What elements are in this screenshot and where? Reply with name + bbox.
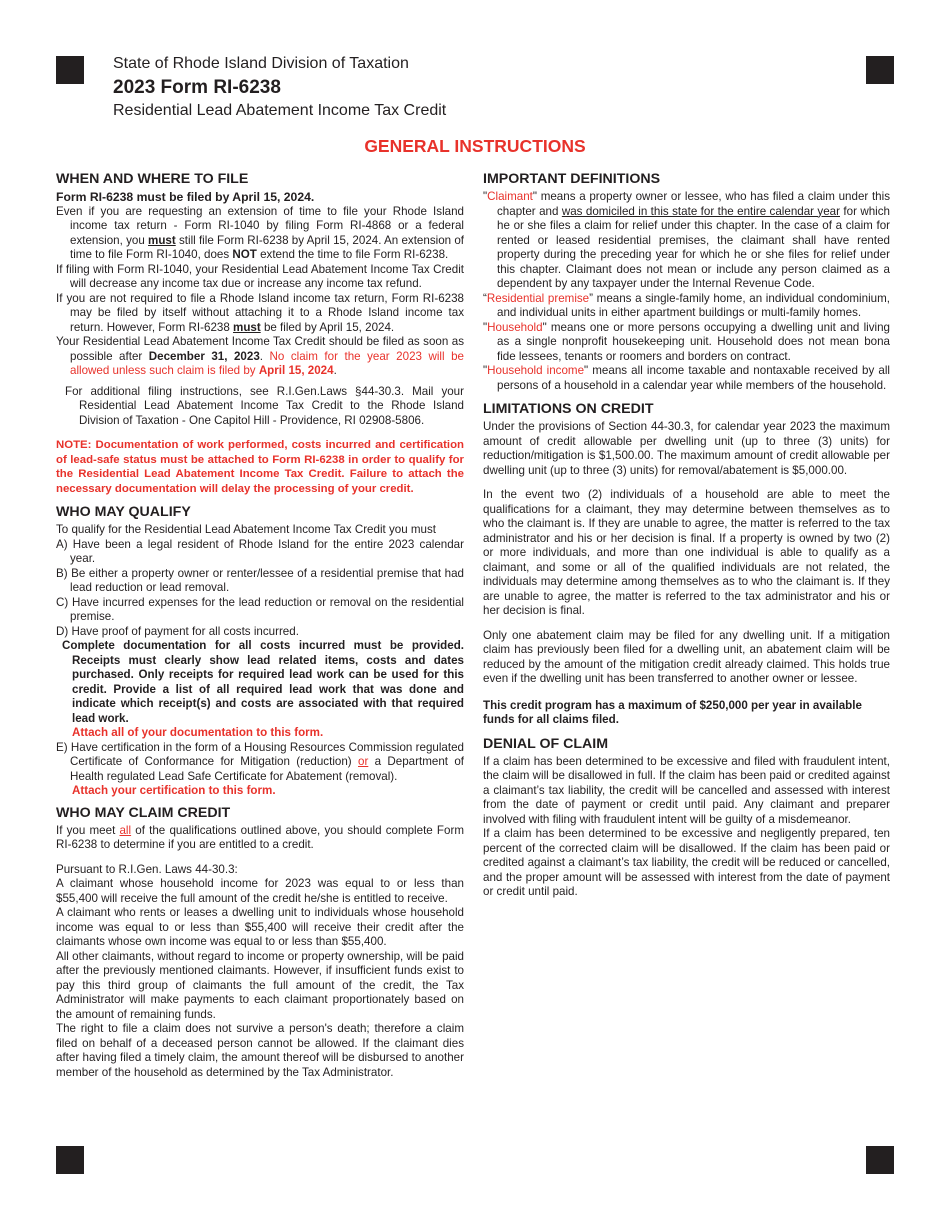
limitations-section xyxy=(483,401,890,728)
qualify-item-c: C) Have incurred expenses for the lead reduction or removal on the residential premise. xyxy=(56,595,464,623)
claim-intro: If you meet all of the qualifications outlined above, you should complete Form RI-6238 to determine if you are entitled to a credit. xyxy=(56,823,464,851)
qualify-item-a: A) Have been a legal resident of Rhode Island for the entire 2023 calendar year. xyxy=(56,537,464,565)
section-heading-who-claim: WHO MAY CLAIM CREDIT xyxy=(56,804,231,821)
section-heading-denial: DENIAL OF CLAIM xyxy=(483,735,609,752)
denial-paragraph-2: If a claim has been determined to be excessive and negligently prepared, ten percent of the corrected claim will be disallowed. If the claim has been paid or credited against a claimant’s tax liability, the credit will be reduced or cancelled, and the proper amount will be assessed with interest from the date of payment or credit until paid. xyxy=(483,827,890,898)
claim-paragraph-3: All other claimants, without regard to income or property ownership, will be paid after the previously mentioned claimants. However, if insufficient funds exist to pay this third group of claimants the full amount of the credit, the Tax Administrator will make payments to each claimant proportionately based on the amount of remaining funds. xyxy=(56,949,464,1021)
definition-household-income: "Household income" means all income taxable and nontaxable received by all persons of a household in a calendar year while members of the household. xyxy=(483,364,891,392)
limitations-paragraph-3: Only one abatement claim may be filed for any dwelling unit. If a mitigation claim has previously been filed for a dwelling unit, an abatement claim will be reduced by the amount of the mitigation credit already claimed. This holds true even if the dwelling unit has been transferred to another owner or lessee. xyxy=(483,628,890,685)
who-claim-section xyxy=(56,805,464,1081)
qualify-item-d: D) Have proof of payment for all costs incurred. xyxy=(56,624,299,638)
form-subtitle: Residential Lead Abatement Income Tax Credit xyxy=(113,102,447,119)
left-column xyxy=(56,171,464,1080)
qualify-item-e: E) Have certification in the form of a Housing Resources Commission regulated Certificate of Conformance for Mitigation (reduction) or a Department of Health regulated Lead Safe Certificate for Abatement (removal). xyxy=(56,740,464,783)
when-where-section xyxy=(56,171,464,496)
mailing-paragraph: For additional filing instructions, see R.I.Gen.Laws §44-30.3. Mail your Residential Lead Abatement Income Tax Credit to the Rhode Island Division of Taxation - One Capitol Hill - Providence, RI 02908-5806. xyxy=(65,384,464,427)
limitations-paragraph-1: Under the provisions of Section 44-30.3, for calendar year 2023 the maximum amount of credit allowable per dwelling unit (up to three (3) units) for reduction/mitigation is $1,500.00. The maximum amount of credit allowable per dwelling unit (up to three (3) units) for removal/abatement is $5,000.00. xyxy=(483,420,890,477)
qualify-intro: To qualify for the Residential Lead Abatement Income Tax Credit you must xyxy=(56,523,437,536)
denial-paragraph-1: If a claim has been determined to be excessive and filed with fraudulent intent, the claim will be disallowed in full. If the claim has been paid or credited against a claimant’s tax liability, the credit will be cancelled and assessed with interest from the date of payment or credit until paid. Any claimant and preparer involved with filing with fraudulent intent will be guilty of a misdemeanor. xyxy=(483,754,890,826)
registration-mark-top-left xyxy=(56,56,84,84)
qualify-item-b: B) Be either a property owner or renter/lessee of a residential premise that had lead reduction or lead removal. xyxy=(56,566,464,594)
documentation-note: NOTE: Documentation of work performed, costs incurred and certification of lead-safe status must be attached to Form RI-6238 in order to qualify for the Residential Lead Abatement Income Tax Credit. Failure to attach the necessary documentation will delay the processing of your credit. xyxy=(56,439,464,495)
not-required-paragraph: If you are not required to file a Rhode Island income tax return, Form RI-6238 may be filed by itself without attaching it to a Rhode Island income tax return. However, Form RI-6238 must be filed by April 15, 2024. xyxy=(56,291,464,334)
pursuant-line: Pursuant to R.I.Gen. Laws 44-30.3: xyxy=(56,862,238,876)
section-heading-definitions: IMPORTANT DEFINITIONS xyxy=(483,171,661,187)
denial-section xyxy=(483,736,890,900)
attach-certification: Attach your certification to this form. xyxy=(72,784,276,797)
agency-name: State of Rhode Island Division of Taxation xyxy=(113,55,409,72)
form-title: 2023 Form RI-6238 xyxy=(113,77,281,98)
definition-residential-premise: “Residential premise” means a single-family home, an individual condominium, and individual units in either apartment buildings or multi-family homes. xyxy=(483,291,890,319)
claim-paragraph-1: A claimant whose household income for 2023 was equal to or less than $55,400 will receive the full amount of the credit he/she is entitled to receive. xyxy=(56,877,464,905)
filing-deadline: Form RI-6238 must be filed by April 15, 2024. xyxy=(56,190,315,204)
documentation-requirement: Complete documentation for all costs incurred must be provided. Receipts must clearly show lead related items, costs and dates purchased. Only receipts for required lead work can be used for this credit. Provide a list of all required lead work that was done and indicate which receipt(s) and costs are associated with that required lead work. xyxy=(62,639,464,725)
attach-documentation: Attach all of your documentation to this form. xyxy=(72,726,324,739)
limitations-paragraph-2: In the event two (2) individuals of a household are able to meet the qualifications for a claimant, they may determine between themselves as to who the claimant is. If they are unable to agree, the matter is referred to the tax administrator and his or her decision is final. If a property is owned by two (2) or more individuals, and more than one individual is able to qualify as a claimant, and some or all of the qualified individuals are not related, the individuals may determine among themselves as to who the claimant is. If they are unable to agree, the matter is referred to the tax administrator and his or her decision is final. xyxy=(483,488,890,617)
section-heading-limitations: LIMITATIONS ON CREDIT xyxy=(483,401,654,417)
section-heading-who-qualify: WHO MAY QUALIFY xyxy=(56,504,191,520)
claim-paragraph-2: A claimant who rents or leases a dwelling unit to individuals whose household income was equal to or less than $55,400 will receive their credit after the claimants whose own income was equal to or less than $55,400. xyxy=(56,906,464,948)
registration-mark-top-right xyxy=(866,56,894,84)
right-column xyxy=(483,171,890,900)
definitions-section xyxy=(483,171,890,393)
who-qualify-section xyxy=(56,504,464,799)
page-heading: GENERAL INSTRUCTIONS xyxy=(364,136,586,156)
section-heading-when-where: WHEN AND WHERE TO FILE xyxy=(56,171,249,187)
claim-paragraph-4: The right to file a claim does not survive a person's death; therefore a claim filed on behalf of a deceased person cannot be allowed. If the claimant dies after having filed a timely claim, the amount thereof will be disbursed to another member of the household as determined by the Tax Administrator. xyxy=(56,1022,464,1079)
ri1040-paragraph: If filing with Form RI-1040, your Residential Lead Abatement Income Tax Credit will decrease any income tax due or increase any income tax refund. xyxy=(56,262,464,290)
registration-mark-bottom-right xyxy=(866,1146,894,1174)
definition-claimant: "Claimant" means a property owner or lessee, who has filed a claim under this chapter and was domiciled in this state for the entire calendar year for which he or she files a claim for relief under this chapter. In the case of a claim for rented or leased residential premises, the claimant shall have rented property during the preceding year for which he or she files for relief under this chapter. Claimant does not mean or include any person claimed as a dependent by any taxpayer under the Internal Revenue Code. xyxy=(483,190,890,290)
program-maximum: This credit program has a maximum of $250,000 per year in available funds for all claims filed. xyxy=(483,698,862,726)
definition-household: "Household" means one or more persons occupying a dwelling unit and living as a single nonprofit housekeeping unit. Household does not mean bona fide lessees, tenants or roomers and borders on contract. xyxy=(483,320,890,363)
registration-mark-bottom-left xyxy=(56,1146,84,1174)
file-soon-paragraph: Your Residential Lead Abatement Income Tax Credit should be filed as soon as possible after December 31, 2023. No claim for the year 2023 will be allowed unless such claim is filed by April 15, 2024. xyxy=(56,335,464,377)
extension-paragraph: Even if you are requesting an extension of time to file your Rhode Island income tax return - Form RI-1040 by filing Form RI-4868 or a federal extension, you must still file Form RI-6238 by April 15, 2024. An extension of time to file Form RI-1040, does NOT extend the time to file Form RI-6238. xyxy=(56,204,464,261)
